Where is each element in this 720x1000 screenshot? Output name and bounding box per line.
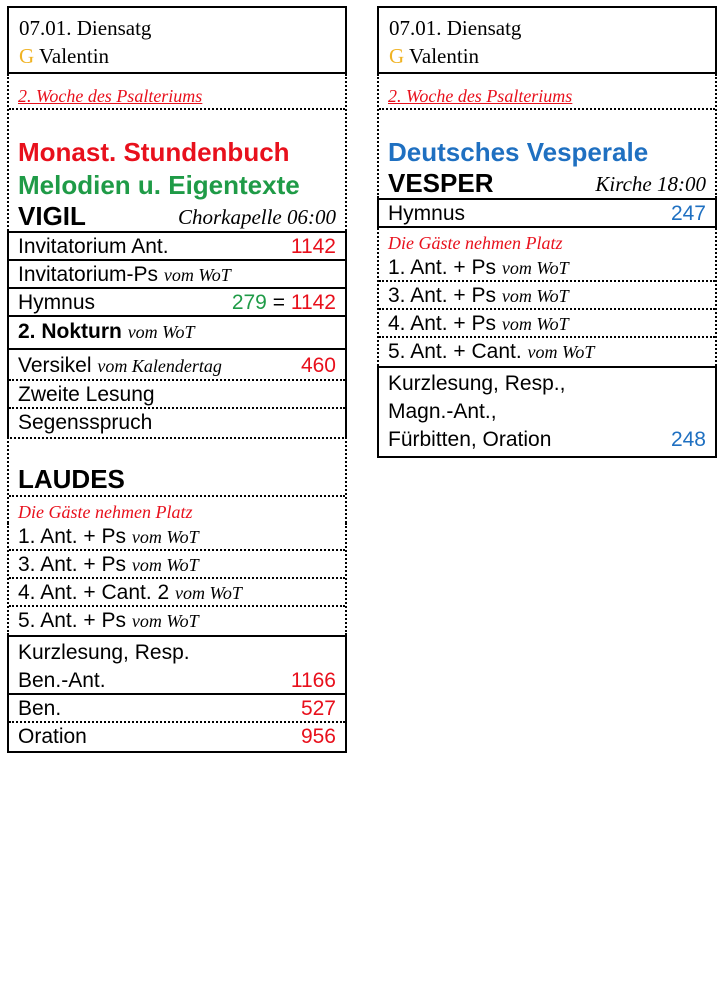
oration-row: Oration 956 xyxy=(9,723,345,751)
vesper-hymnus-row: Hymnus 247 xyxy=(379,200,715,228)
laudes-item: 5. Ant. + Ps vom WoT xyxy=(18,609,199,632)
vigil-section-title: VIGIL Chorkapelle 06:00 xyxy=(18,201,336,231)
vigil-block xyxy=(7,231,347,437)
left-book-title: Monast. Stundenbuch xyxy=(18,137,290,167)
invitatorium-ps-row: Invitatorium-Ps vom WoT xyxy=(9,261,345,289)
right-saint-name: Valentin xyxy=(409,44,480,68)
right-date: 07.01. Diensatg xyxy=(389,16,522,40)
nokturn-row: 2. Nokturn vom WoT xyxy=(9,317,345,350)
vesper-guests-note: Die Gäste nehmen Platz xyxy=(388,233,563,253)
vesper-hymnus-block xyxy=(377,198,717,228)
versikel-row: Versikel vom Kalendertag 460 xyxy=(9,350,345,381)
left-date: 07.01. Diensatg xyxy=(19,16,152,40)
ben-page: 527 xyxy=(300,697,336,720)
vesper-magn-row: Magn.-Ant., xyxy=(388,400,497,423)
right-intro-block xyxy=(377,74,717,198)
laudes-psalm-list xyxy=(7,523,347,635)
right-book-title: Deutsches Vesperale xyxy=(388,137,649,167)
oration-page: 956 xyxy=(300,725,336,748)
laudes-guests-note: Die Gäste nehmen Platz xyxy=(18,502,193,522)
left-intro-block xyxy=(7,74,347,231)
left-saint-name: Valentin xyxy=(39,44,110,68)
vesper-psalm-list xyxy=(377,228,717,366)
vesper-section-title: VESPER Kirche 18:00 xyxy=(388,168,706,198)
vesper-item: 4. Ant. + Ps vom WoT xyxy=(379,310,715,338)
hymnus-page-red: 1142 xyxy=(290,291,336,314)
laudes-section-title: LAUDES xyxy=(9,463,345,497)
vigil-hymnus-row: Hymnus 279 = 1142 xyxy=(9,289,345,317)
hymnus-page-green: 279 xyxy=(231,291,267,314)
vesper-hymnus-page: 247 xyxy=(670,202,706,225)
vesper-kurzlesung-row: Kurzlesung, Resp., xyxy=(388,372,566,395)
invitatorium-ant-page: 1142 xyxy=(290,235,336,258)
vesper-fuerbitten-row: Fürbitten, Oration 248 xyxy=(379,426,715,456)
left-schedule-column xyxy=(7,6,347,753)
versikel-page: 460 xyxy=(300,354,336,377)
left-psalter-week: 2. Woche des Psalteriums xyxy=(9,74,345,110)
invitatorium-ant-row: Invitatorium Ant. 1142 xyxy=(9,233,345,261)
right-rank-letter: G xyxy=(389,44,405,68)
vesper-item: 3. Ant. + Ps vom WoT xyxy=(379,282,715,310)
benant-row: Ben.-Ant. 1166 xyxy=(9,667,345,695)
left-melodies-title: Melodien u. Eigentexte xyxy=(18,170,300,200)
vigil-location: Chorkapelle 06:00 xyxy=(177,205,336,229)
right-date-header xyxy=(377,6,717,74)
laudes-item: 3. Ant. + Ps vom WoT xyxy=(9,551,345,579)
laudes-final-block xyxy=(7,635,347,753)
right-psalter-week: 2. Woche des Psalteriums xyxy=(379,74,715,110)
vesper-item: 1. Ant. + Ps vom WoT xyxy=(379,254,715,282)
kurzlesung-row: Kurzlesung, Resp. xyxy=(18,641,190,664)
left-date-header xyxy=(7,6,347,74)
vesper-item: 5. Ant. + Cant. vom WoT xyxy=(388,340,595,363)
vesper-final-page: 248 xyxy=(670,428,706,451)
segensspruch-row: Segensspruch xyxy=(18,411,153,434)
vesper-final-block xyxy=(377,366,717,458)
left-rank-letter: G xyxy=(19,44,35,68)
laudes-item: 1. Ant. + Ps vom WoT xyxy=(9,523,345,551)
laudes-item: 4. Ant. + Cant. 2 vom WoT xyxy=(9,579,345,607)
benant-page: 1166 xyxy=(290,669,336,692)
vesper-location: Kirche 18:00 xyxy=(595,172,706,196)
right-schedule-column xyxy=(377,6,717,458)
ben-row: Ben. 527 xyxy=(9,695,345,723)
zweite-lesung-row: Zweite Lesung xyxy=(9,381,345,409)
laudes-intro xyxy=(7,437,347,523)
